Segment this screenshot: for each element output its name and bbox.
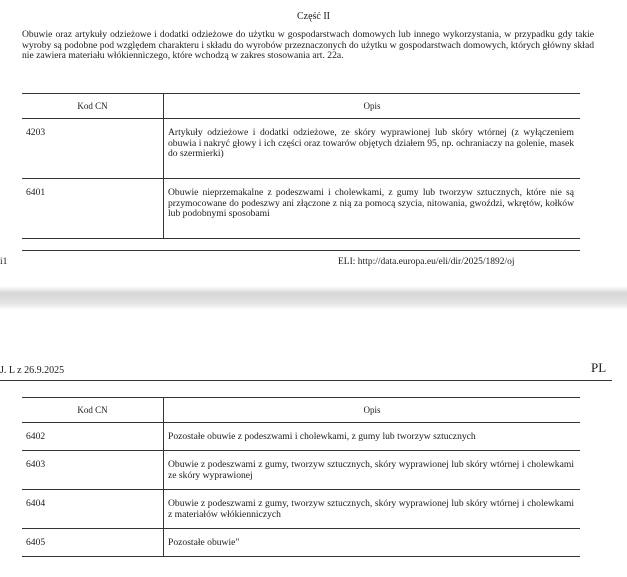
journal-reference: J. L z 26.9.2025	[0, 365, 65, 376]
table-row	[22, 490, 580, 529]
column-header-description: Opis	[164, 94, 581, 119]
footer-divider	[22, 250, 580, 251]
eli-link[interactable]: ELI: http://data.europa.eu/eli/dir/2025/1892/oj	[338, 257, 515, 267]
description-cell: Artykuły odzieżowe i dodatki odzieżowe, ze skóry wyprawionej lub skóry wtórnej (z wyłączeniem obuwia i nakryć głowy i ich części oraz towarów objętych działem 95, np. ochraniaczy na golenie, masek do szermierki)	[164, 119, 581, 179]
cn-code-table	[22, 397, 580, 557]
description-cell: Obuwie z podeszwami z gumy, tworzyw sztucznych, skóry wyprawionej lub skóry wtórnej i cholewkami ze skóry wyprawionej	[164, 451, 581, 490]
cn-code-cell: 6402	[22, 423, 164, 451]
table-header-row	[22, 94, 580, 119]
page-separator	[0, 286, 627, 310]
part-title: Część II	[296, 11, 331, 22]
cn-code-cell: 4203	[22, 119, 164, 179]
table-row	[22, 451, 580, 490]
description-cell: Pozostałe obuwie z podeszwami i cholewkami, z gumy lub tworzyw sztucznych	[164, 423, 581, 451]
table-row	[22, 423, 580, 451]
table-row	[22, 529, 580, 557]
table-row	[22, 179, 580, 239]
column-header-description: Opis	[164, 398, 581, 423]
table-header-row	[22, 398, 580, 423]
header-divider	[0, 380, 612, 381]
table-row	[22, 119, 580, 179]
description-cell: Obuwie z podeszwami z gumy, tworzyw sztucznych, skóry wyprawionej lub skóry wtórnej i cholewkami z materiałów włókienniczych	[164, 490, 581, 529]
intro-paragraph: Obuwie oraz artykuły odzieżowe i dodatki odzieżowe do użytku w gospodarstwach domowych lub innego wykorzystania, w przypadku gdy takie wyroby są podobne pod względem charakteru i składu do wyrobów przeznaczonych do użytku w gospodarstwach domowych, których główny skład nie zawiera materiału włókienniczego, które wchodzą w zakres stosowania art. 22a.	[22, 29, 594, 62]
cn-code-cell: 6404	[22, 490, 164, 529]
page-number: i1	[0, 257, 8, 267]
column-header-code: Kod CN	[22, 398, 164, 423]
description-cell: Obuwie nieprzemakalne z podeszwami i cholewkami, z gumy lub tworzyw sztucznych, które nie są przymocowane do podeszwy ani złączone z nią za pomocą szycia, nitowania, gwoździ, wkrętów, kołków lub podobnymi sposobami	[164, 179, 581, 239]
cn-code-cell: 6401	[22, 179, 164, 239]
description-cell: Pozostałe obuwie"	[164, 529, 581, 557]
cn-code-cell: 6403	[22, 451, 164, 490]
column-header-code: Kod CN	[22, 94, 164, 119]
document-page-1	[0, 0, 627, 286]
document-page-2	[0, 310, 627, 577]
language-code: PL	[591, 360, 607, 375]
cn-code-table	[22, 93, 580, 239]
cn-code-cell: 6405	[22, 529, 164, 557]
